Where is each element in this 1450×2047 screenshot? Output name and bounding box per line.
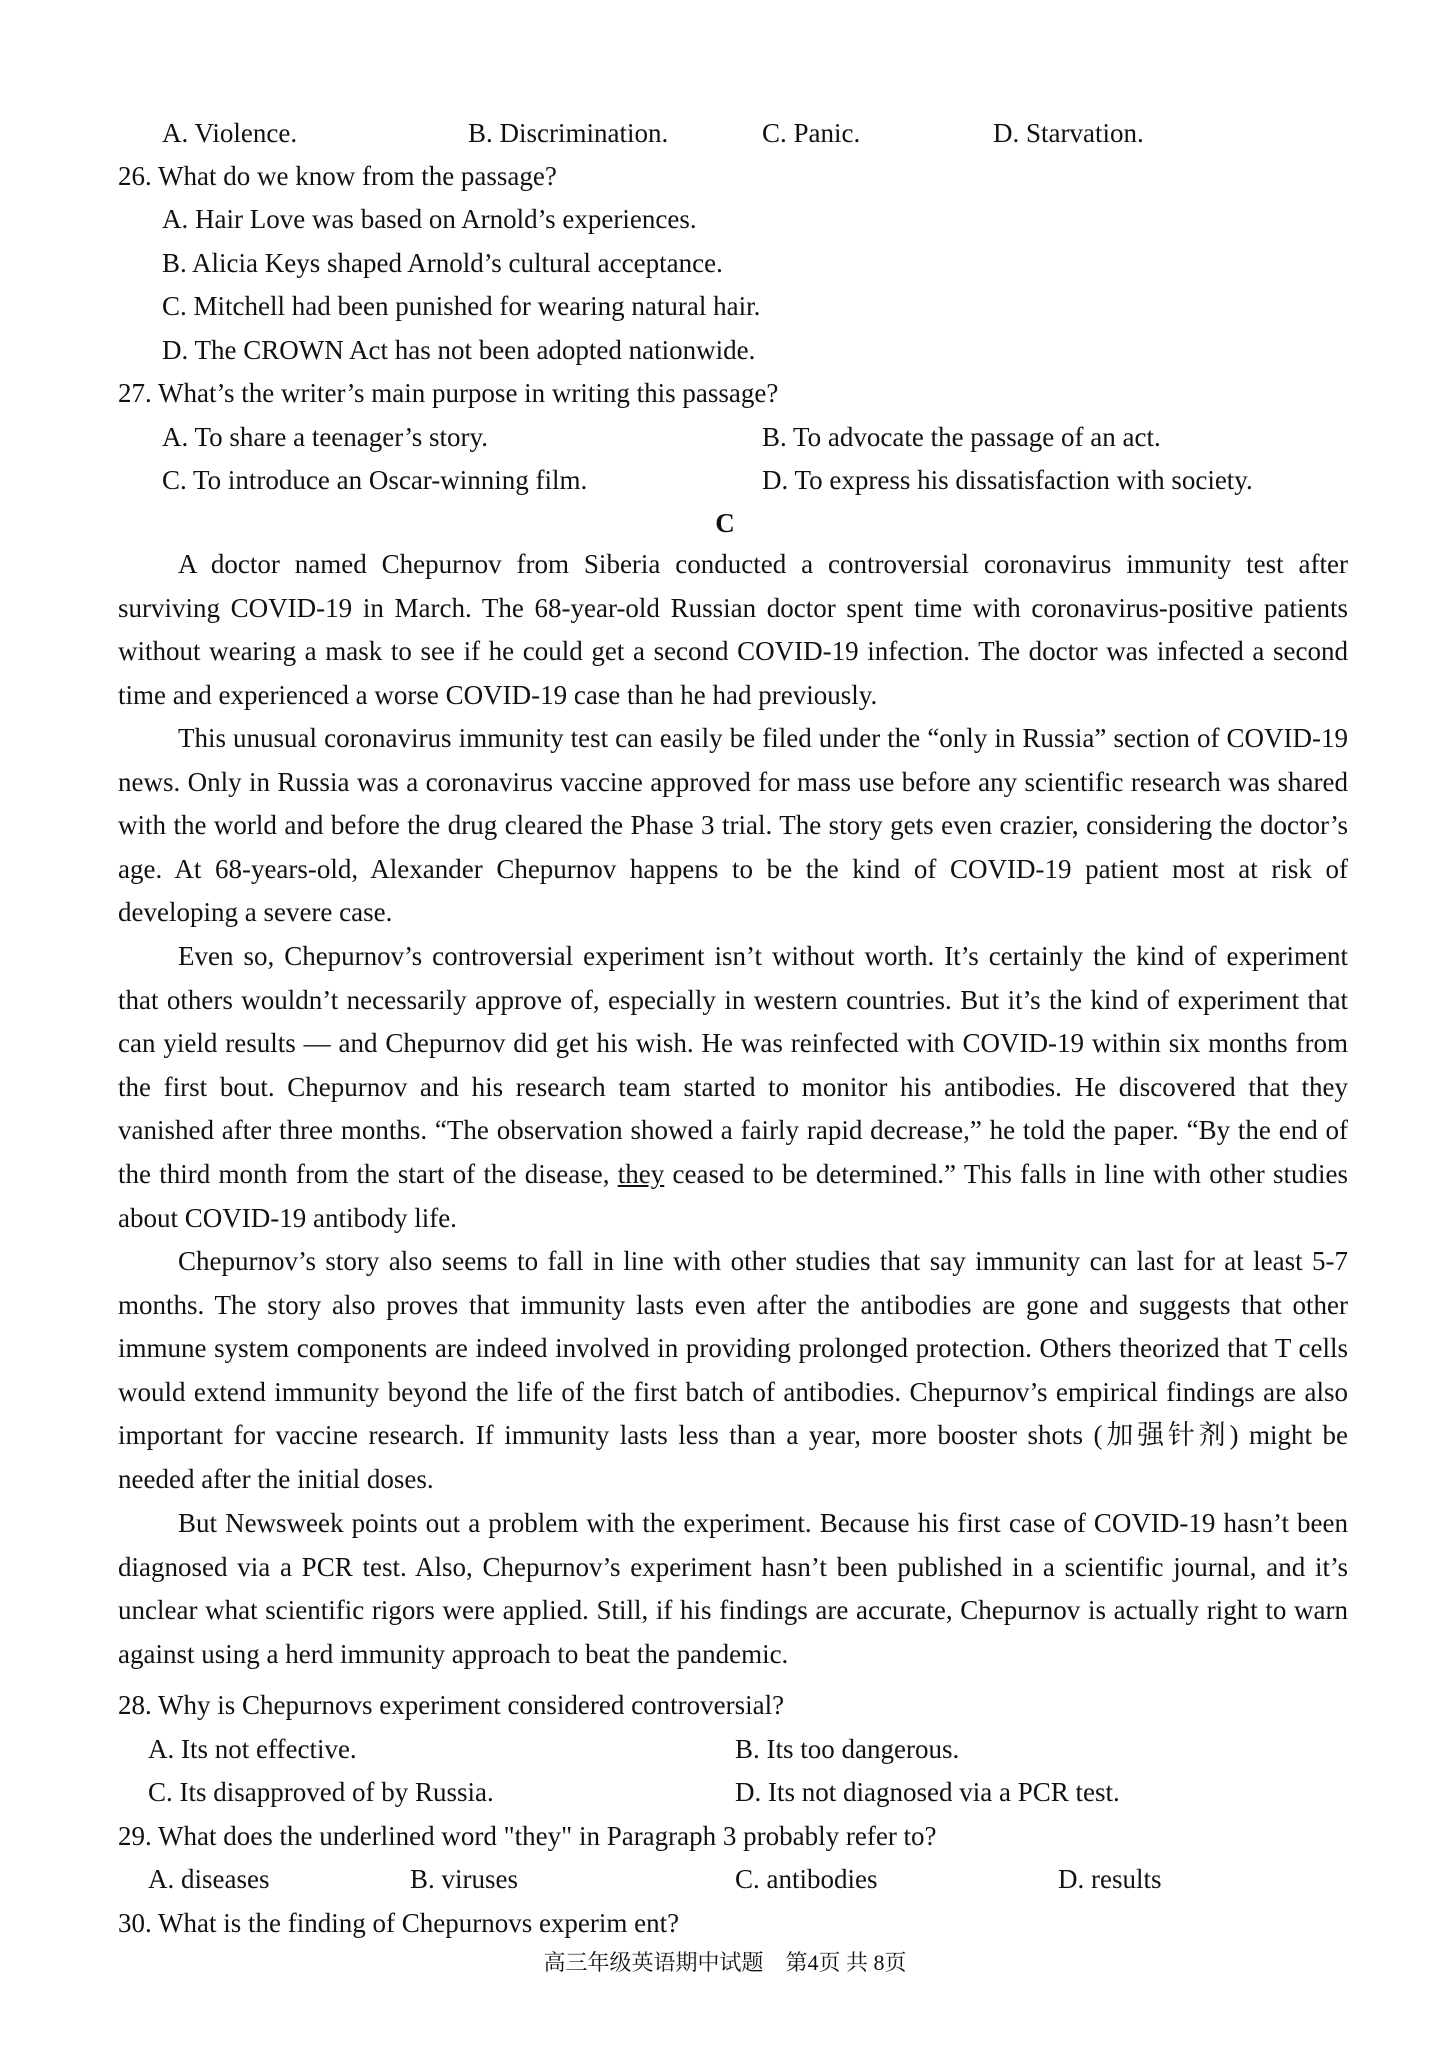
q26-option-b: B. Alicia Keys shaped Arnold’s cultural acceptance. bbox=[162, 248, 723, 278]
q25-option-b: B. Discrimination. bbox=[468, 118, 669, 148]
q28-option-b: B. Its too dangerous. bbox=[735, 1734, 960, 1764]
q28-option-c: C. Its disapproved of by Russia. bbox=[148, 1777, 494, 1807]
q29-option-d: D. results bbox=[1058, 1864, 1162, 1894]
q26-question: 26. What do we know from the passage? bbox=[118, 161, 557, 191]
passage-paragraph-2 bbox=[118, 717, 1348, 935]
q29-question: 29. What does the underlined word "they" in Paragraph 3 probably refer to? bbox=[118, 1821, 937, 1851]
section-label: C bbox=[715, 508, 735, 538]
q26-option-a: A. Hair Love was based on Arnold’s experiences. bbox=[162, 204, 697, 234]
q26-option-c: C. Mitchell had been punished for wearing natural hair. bbox=[162, 291, 761, 321]
q25-option-a: A. Violence. bbox=[162, 118, 298, 148]
passage-paragraph-1 bbox=[118, 543, 1348, 717]
q25-option-c: C. Panic. bbox=[762, 118, 861, 148]
paragraph-1-text: A doctor named Chepurnov from Siberia conducted a controversial coronavirus immunity test after surviving COVID-19 in March. The 68-year-old Russian doctor spent time with coronavirus-positive patients without wearing a mask to see if he could get a second COVID-19 infection. The doctor was infected a second time and experienced a worse COVID-19 case than he had previously. bbox=[118, 549, 1348, 710]
paragraph-4-text: Chepurnov’s story also seems to fall in line with other studies that say immunity can last for at least 5-7 months. The story also proves that immunity lasts even after the antibodies are gone and suggests that other immune system components are indeed involved in providing prolonged protection. Others theorized that T cells would extend immunity beyond the life of the first batch of antibodies. Chepurnov’s empirical findings are also important for vaccine research. If immunity lasts less than a year, more booster shots (加强针剂) might be needed after the initial doses. bbox=[118, 1246, 1348, 1494]
underlined-word-they: they bbox=[617, 1158, 665, 1189]
q26-option-d: D. The CROWN Act has not been adopted nationwide. bbox=[162, 335, 756, 365]
q29-option-b: B. viruses bbox=[410, 1864, 518, 1894]
q30-question: 30. What is the finding of Chepurnovs experim ent? bbox=[118, 1908, 680, 1938]
q27-option-d: D. To express his dissatisfaction with society. bbox=[762, 465, 1253, 495]
q28-question: 28. Why is Chepurnovs experiment considered controversial? bbox=[118, 1690, 785, 1720]
passage-paragraph-5 bbox=[118, 1502, 1348, 1676]
q29-option-c: C. antibodies bbox=[735, 1864, 878, 1894]
paragraph-5-text: But Newsweek points out a problem with the experiment. Because his first case of COVID-19 hasn’t been diagnosed via a PCR test. Also, Chepurnov’s experiment hasn’t been published in a scientific journal, and it’s unclear what scientific rigors were applied. Still, if his findings are accurate, Chepurnov is actually right to warn against using a herd immunity approach to beat the pandemic. bbox=[118, 1508, 1348, 1669]
page-footer: 高三年级英语期中试题 第4页 共 8页 bbox=[543, 1950, 907, 1975]
paragraph-3-text-end: ceased to be determined.” This falls in line with other studies about COVID-19 antibody life. bbox=[118, 1158, 1349, 1233]
q27-option-b: B. To advocate the passage of an act. bbox=[762, 422, 1161, 452]
q27-option-a: A. To share a teenager’s story. bbox=[162, 422, 489, 452]
q28-option-d: D. Its not diagnosed via a PCR test. bbox=[735, 1777, 1120, 1807]
q27-question: 27. What’s the writer’s main purpose in writing this passage? bbox=[118, 378, 779, 408]
q29-option-a: A. diseases bbox=[148, 1864, 270, 1894]
paragraph-3-text-start: Even so, Chepurnov’s controversial experiment isn’t without worth. It’s certainly the kind of experiment that others wouldn’t necessarily approve of, especially in western countries. But it’s the kind of experiment that can yield results — and Chepurnov did get his wish. He was reinfected with COVID-19 within six months from the first bout. Chepurnov and his research team started to monitor his antibodies. He discovered that they vanished after three months. “The observation showed a fairly rapid decrease,” he told the paper. “By the end of the third month from the start of the disease, bbox=[118, 941, 1348, 1189]
paragraph-2-text: This unusual coronavirus immunity test can easily be filed under the “only in Russia” section of COVID-19 news. Only in Russia was a coronavirus vaccine approved for mass use before any scientific research was shared with the world and before the drug cleared the Phase 3 trial. The story gets even crazier, considering the doctor’s age. At 68-years-old, Alexander Chepurnov happens to be the kind of COVID-19 patient most at risk of developing a severe case. bbox=[118, 723, 1348, 928]
q25-option-d: D. Starvation. bbox=[993, 118, 1144, 148]
passage-paragraph-4 bbox=[118, 1240, 1348, 1502]
q28-option-a: A. Its not effective. bbox=[148, 1734, 357, 1764]
passage-paragraph-3 bbox=[118, 935, 1348, 1240]
q27-option-c: C. To introduce an Oscar-winning film. bbox=[162, 465, 588, 495]
